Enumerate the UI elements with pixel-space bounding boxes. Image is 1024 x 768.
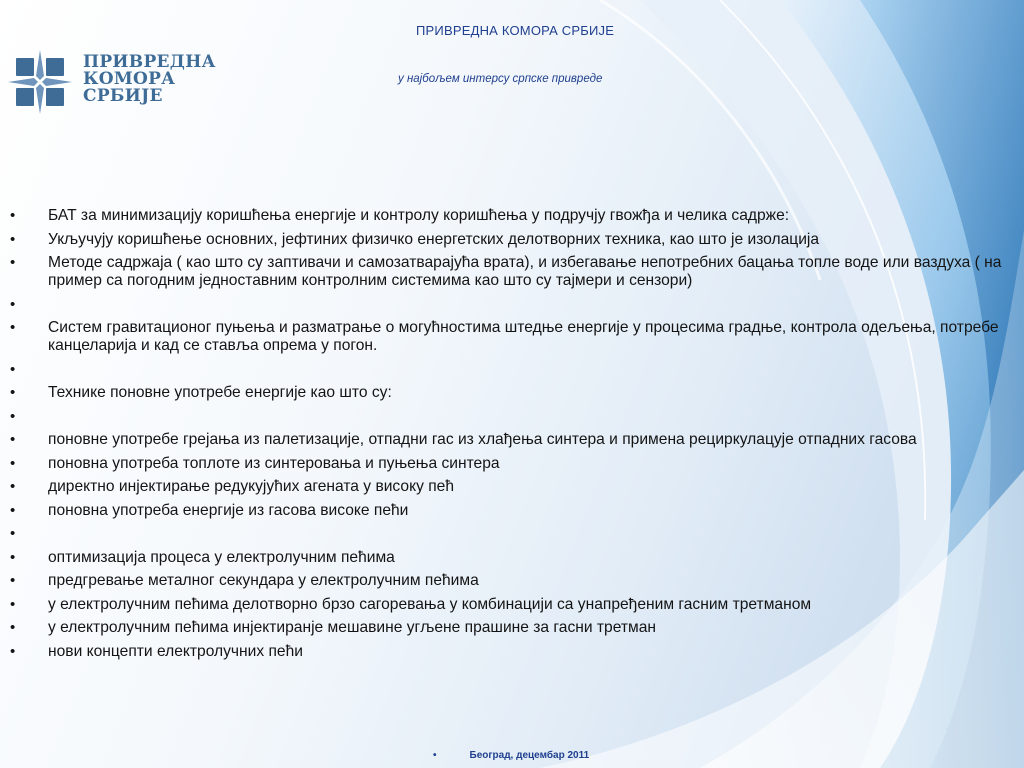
bullet-item: • Методе садржаја ( као што су заптивачи и самозатварајућа врата), и избегавање непотребних бацања топле воде или ваздуха ( на пример са погодним једноставним контролним системима као што су тајмери и сензори) <box>10 254 1010 290</box>
bullet-item-empty <box>10 525 1010 543</box>
footer-text: Београд, децембар 2011 <box>469 750 590 761</box>
logo-wordmark <box>83 54 216 105</box>
bullet-item-empty <box>10 296 1010 314</box>
chamber-cross-logo-icon <box>4 46 76 118</box>
page-number: 14 <box>944 724 960 740</box>
bullet-item: • у електролучним пећима инјектиранје мешавине угљене прашине за гасни третман <box>10 619 1010 637</box>
bullet-item: • поновна употреба енергије из гасова високе пећи <box>10 502 1010 520</box>
bullet-item: • нови концепти електролучних пећи <box>10 643 1010 661</box>
footer <box>433 750 589 761</box>
bullet-item: • поновна употреба топлоте из синтеровања и пуњења синтера <box>10 455 1010 473</box>
bullet-item: • оптимизација процеса у електролучним пећима <box>10 549 1010 567</box>
bullet-item: • Укључују коришћење основних, јефтиних физичко енергетских делотворних техника, као што је изолација <box>10 231 1010 249</box>
logo-line-3: СРБИЈЕ <box>83 86 163 106</box>
header-title: ПРИВРЕДНА КОМОРА СРБИЈЕ <box>416 23 615 38</box>
bullet-item: • поновне употребе грејања из палетизације, отпадни гас из хлађења синтера и примена рециркулацује отпадних гасова <box>10 431 1010 449</box>
bullet-item: • Технике поновне употребе енергије као што су: <box>10 384 1010 402</box>
bullet-list <box>10 207 1010 661</box>
bullet-item-empty <box>10 361 1010 379</box>
bullet-item: • директно инјектирање редукујућих агената у високу пећ <box>10 478 1010 496</box>
bullet-item: • Систем гравитационог пуњења и разматрање о могућностима штедње енергије у процесима градње, контрола одељења, потребе канцеларија и кад се ставља опрема у погон. <box>10 319 1010 355</box>
bullet-item: • БАТ за минимизацију коришћења енергије и контролу коришћења у подручју гвожђа и челика садрже: <box>10 207 1010 225</box>
bullet-item-empty <box>10 408 1010 426</box>
bullet-item: • у електролучним пећима делотворно брзо сагоревања у комбинацији са унапређеним гасним третманом <box>10 596 1010 614</box>
footer-bullet: • <box>433 750 437 761</box>
header-subtitle: у најбољем интерсу српске привреде <box>398 73 603 85</box>
logo-line-2: КОМОРА <box>83 69 176 89</box>
logo-line-1: ПРИВРЕДНА <box>83 52 216 72</box>
slide-content <box>10 207 1010 666</box>
bullet-item: • предгревање металног секундара у електролучним пећима <box>10 572 1010 590</box>
chamber-logo <box>4 44 214 120</box>
